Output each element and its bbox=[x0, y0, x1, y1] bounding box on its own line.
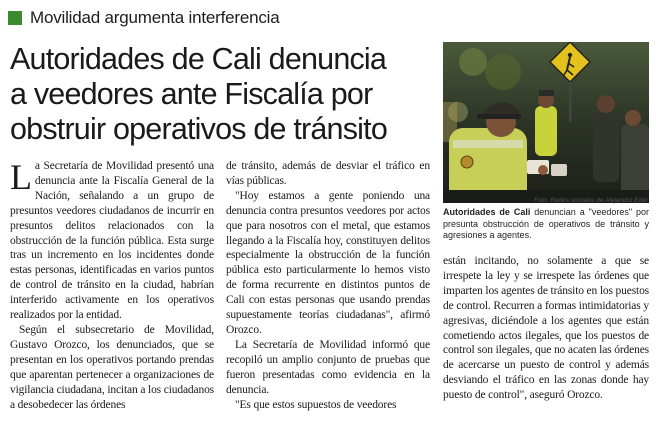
traffic-agents-photo bbox=[443, 42, 649, 203]
headline-line: a veedores ante Fiscalía por bbox=[10, 77, 373, 111]
drop-cap: L bbox=[10, 157, 32, 197]
paragraph: La Secretaría de Movilidad informó que recopiló un amplio conjunto de pruebas que fueron presentadas como evidencia en la denuncia. bbox=[226, 338, 430, 396]
paragraph: Según el subsecretario de Movilidad, Gustavo Orozco, los denunciados, que se presentan en los operativos portando prendas que aparentan pertenecer a organizaciones de vigilancia ciudadana, incitan a los ciudadanos a desobedecer las órdenes bbox=[10, 323, 214, 411]
headline-line: Autoridades de Cali denuncia bbox=[10, 42, 387, 76]
headline-line: obstruir operativos de tránsito bbox=[10, 112, 387, 146]
photo-caption bbox=[443, 207, 649, 242]
article-column-1 bbox=[10, 159, 214, 412]
caption-lead: Autoridades de Cali bbox=[443, 207, 531, 217]
paragraph: de tránsito, además de desviar el tráfico en vías públicas. bbox=[226, 160, 430, 187]
paragraph bbox=[10, 159, 214, 323]
article-column-3 bbox=[443, 254, 649, 403]
news-photo bbox=[443, 42, 649, 203]
photo-credit: Foto: Redes sociales de Alejandro Eder bbox=[533, 197, 648, 204]
section-title: Movilidad argumenta interferencia bbox=[30, 8, 280, 27]
paragraph: "Hoy estamos a gente poniendo una denuncia contra presuntos veedores por actos que para nosotros con el metal, que estamos llegando a la Fiscalía hoy, constituyen delitos especialmente la obstrucción de la función pública esto particularmente lo hemos visto de forma recurrente en distintos puntos de Cali con estas personas que usando prendas supuestamente teorías ciudadanas", afirmó Orozco. bbox=[226, 189, 430, 336]
paragraph-text: a Secretaría de Movilidad presentó una denuncia ante la Fiscalía General de la Nación, señalando a un grupo de presuntos veedores ciudadanos de incurrir en presuntos delitos relacionados con la obstrucción de la función pública. Esta surge tras un incremento en los incidentes donde estas personas, identificadas en varios puntos de control de tránsito en la ciudad, habrían interferido activamente en los operativos realizados por la entidad. bbox=[10, 160, 214, 322]
caption-text: denuncian a "veedores" por presunta obstrucción de operativos de tránsito y agresiones a agentes. bbox=[443, 207, 650, 240]
article-column-2 bbox=[226, 159, 430, 412]
paragraph: "Es que estos supuestos de veedores bbox=[235, 398, 397, 411]
section-marker bbox=[8, 11, 22, 25]
section-header bbox=[8, 6, 296, 30]
headline bbox=[10, 42, 434, 147]
paragraph: están incitando, no solamente a que se irrespete la ley y se irrespete las órdenes que imparten los agentes de tránsito en los puestos de control. Recurren a formas intimidatorias y agresivas, diciéndole a los agentes que están cometiendo actos ilegales, que los puestos de control son ilegales, que no acaten las órdenes de acercarse un puesto de control y además desviando el tráfico en las zonas donde hay puesto de control", aseguró Orozco. bbox=[443, 255, 649, 402]
